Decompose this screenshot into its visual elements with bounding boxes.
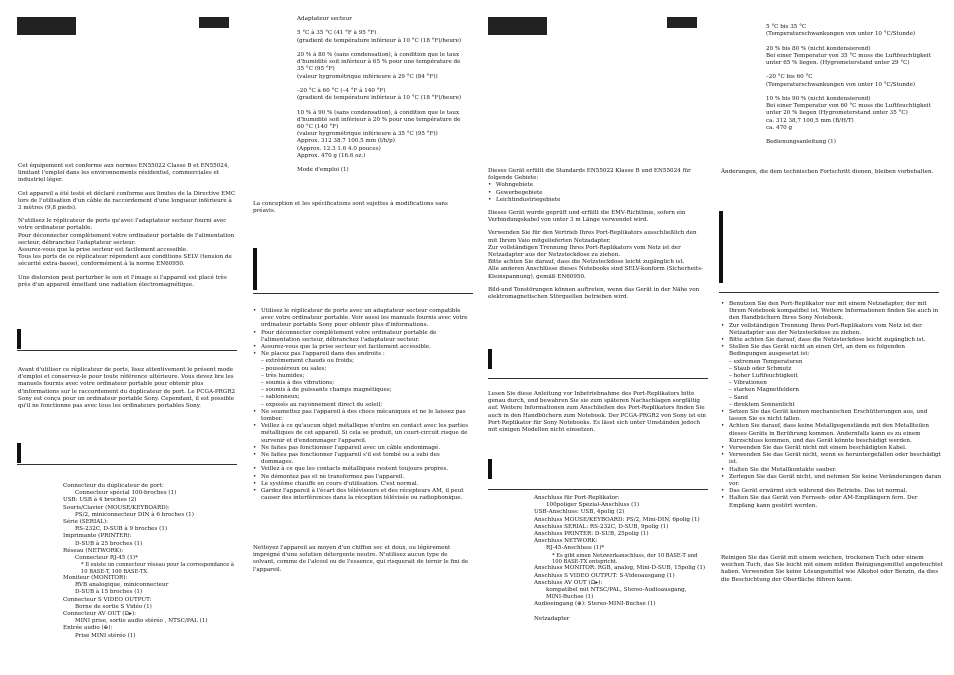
spec-line: Mode d'emploi (1) (297, 167, 349, 174)
bullet-item: • Verwenden Sie das Gerät nicht mit einem beschädigten Kabel. (721, 445, 943, 452)
spec-line: 35 °C (95 °F) (297, 66, 335, 73)
spec-line: MINI-Buchse (1) (546, 594, 594, 601)
sub-item: – Vibrationen (729, 380, 767, 387)
spec-line: unter 65 % liegen. (Hygrometerstand unter 29 °C) (766, 60, 910, 67)
spec-line: MINI prise, sortie audio stéréo , NTSC/PAL (1) (75, 618, 208, 625)
spec-line: D-SUB à 15 broches (1) (75, 589, 143, 596)
paragraph: Tous les ports de ce réplicateur répondent aux conditions SELV (tension de sécurité extra-basse), conformément à la norme EN60950. (18, 254, 232, 268)
spec-line: Entrée audio (⊕): (63, 625, 113, 632)
bullet-item: • Gardez l'appareil à l'écart des téléviseurs et des récepteurs AM, il peut causer des interférences dans la réception télévisée ou radiophonique. (253, 488, 473, 502)
spec-line: –20 °C bis 60 °C (766, 74, 813, 81)
sub-item: – soumis à de puissants champs magnétiques; (261, 387, 392, 394)
spec-line (766, 89, 946, 96)
spec-line: 20 % bis 80 % (nicht kondensierend) (766, 45, 871, 52)
paragraph: Zur vollständigen Trennung Ihres Port-Replikators vom Netz ist der Netzadapter aus der Netzsteckdose zu ziehen. (488, 244, 681, 259)
spec-line: Réseau (NETWORK): (63, 547, 124, 554)
bullet-item: • Zerlegen Sie das Gerät nicht, und nehmen Sie keine Veränderungen daran vor. (721, 474, 943, 488)
bullet-item: • Achten Sie darauf, dass keine Metallgegenstände mit den Metallteilen dieses Geräts in Berührung kommen. Andernfalls kann es zu einem Kurzschluss kommen, und das Gerät könnte beschädigt werden. (721, 423, 943, 445)
spec-line: Connecteur AV OUT (⊡▸): (63, 611, 137, 618)
col4-specs-cont (766, 24, 946, 146)
disclaimer-line: préavis. (253, 208, 276, 215)
spec-line: RS-232C, D-SUB à 9 broches (1) (75, 526, 168, 533)
spec-line: Netzadapter (534, 615, 570, 622)
spec-line: Anschluss MOUSE/KEYBOARD: PS/2, Mini-DIN, 6polig (1) (534, 516, 700, 523)
bullet-item: • Veillez à ce que les contacts métalliques restent toujours propres. (253, 466, 473, 473)
spec-line: Bei einer Temperatur von 35 °C muss die Luftfeuchtigkeit (766, 52, 931, 59)
bullet-item: • Ne placez pas l'appareil dans des endroits : – extrêmement chauds ou froids; – poussiéreux ou sales; – très humides; – soumis à des vibrations; – soumis à de puissants champs magnétiques; – sablonneux; – exposés au rayonnement direct du soleil; (253, 351, 473, 409)
bullet-item: • Stellen Sie das Gerät nicht an einen Ort, an dem es folgenden Bedingungen ausgesetzt ist: – extremen Temperaturen – Staub oder Schmutz – hoher Luftfeuchtigkeit – Vibrationen – starken Magnetfeldern – Sand – direktem Sonnenlicht (721, 344, 943, 409)
sub-item: – direktem Sonnenlicht (729, 401, 795, 408)
spec-footnote: * Es gibt einen Netzwerkanschluss, der 10 BASE-T und 100 BASE-TX entspricht. (552, 552, 698, 566)
spec-line: Imprimante (PRINTER): (63, 533, 132, 540)
spec-line: (Temperaturschwankungen von unter 10 °C/Stunde) (766, 81, 916, 88)
spec-line: Série (SERIAL): (63, 519, 109, 526)
spec-line: (valeur hygrométrique inférieure à 29 °C (84 °F)) (297, 73, 438, 80)
col2-precautions (253, 308, 473, 502)
spec-footnote: * Il existe un connecteur réseau pour la correspondance à 10 BASE-T, 100 BASE-TX. (81, 562, 235, 575)
sub-item: – soumis à des vibrations; (261, 380, 335, 387)
spec-line (766, 38, 946, 45)
spec-line: Souris/Clavier (MOUSE/KEYBOARD): (63, 504, 170, 511)
section-bar (719, 211, 723, 283)
col4-changes (721, 169, 941, 176)
paragraph: N'utilisez le réplicateur de ports qu'avec l'adaptateur secteur fourni avec votre ordinateur portable. (18, 218, 227, 232)
bullet-item: • Ne soumettez pas l'appareil à des chocs mécaniques et ne le laissez pas tomber. (253, 409, 473, 423)
paragraph: Nettoyez l'appareil au moyen d'un chiffon sec et doux, ou légèrement imprégné d'une solution détergente neutre. N'utilisez aucun type de solvant, comme de l'alcool ou de l'essence, qui risquerait de ternir le fini de l'appareil. (253, 545, 469, 573)
col3-compliance (488, 168, 706, 307)
spec-line: Anschluss PRINTER: D-SUB, 25polig (1) (534, 531, 649, 538)
spec-line (297, 45, 477, 52)
paragraph: Alle anderen Anschlüsse dieses Notebooks sind SELV-konform (Sicherheits-Kleinspannung), gemäß EN60950. (488, 266, 703, 280)
spec-line: Audioeingang (⊕): Stereo-MINI-Buchse (1) (534, 601, 656, 608)
spec-line: Anschluss NETWORK: (534, 538, 598, 545)
paragraph: Avant d'utiliser ce réplicateur de ports, lisez attentivement le présent mode d'emploi et conservez-le pour toute référence ultérieure. Vous devez lire les manuels fournis avec votre ordinateur portable pour obtenir plus d'informations sur le raccordement du duplicateur de port. Le PCGA-PRGR2 Sony est conçu pour un ordinateur portable Sony. Cependant, il est possible qu'il ne fonctionne pas avec tous les ordinateurs portables Sony. (18, 367, 236, 410)
spec-line: Anschluss S VIDEO OUTPUT: S-Videoausgang (1) (534, 572, 675, 579)
col1-intro (18, 367, 236, 416)
section-rule (17, 350, 237, 351)
bullet-item: • Benutzen Sie den Port-Replikator nur mit einem Netzadapter, der mit Ihrem Notebook kompatibel ist. Weitere Informationen finden Sie auch in den Handbüchern Ihres Sony Notebook. (721, 301, 943, 323)
spec-line: –20 °C à 60 °C (–4 °F à 140 °F) (297, 88, 386, 95)
spec-line: (valeur hygrométrique inférieure à 35 °C (95 °F)) (297, 131, 438, 138)
col2-specs-cont (297, 16, 477, 174)
section-rule (488, 378, 708, 379)
sub-item: – Sand (729, 394, 748, 401)
section-rule (719, 292, 939, 293)
spec-line: Bedienungsanleitung (1) (766, 139, 836, 146)
bullet-item: • Das Gerät erwärmt sich während des Betriebs. Das ist normal. (721, 488, 943, 495)
spec-line: 20 % à 80 % (sans condensation), à condition que le taux (297, 52, 460, 59)
section-bar (488, 459, 492, 479)
disclaimer-line: La conception et les spécifications sont sujettes à modifications sans (253, 201, 448, 207)
spec-line: 60 °C (140 °F) (297, 124, 339, 131)
bullet-item: • Assurez-vous que la prise secteur est facilement accessible. (253, 344, 473, 351)
bullet-item: • Pour déconnecter complètement votre ordinateur portable de l'alimentation secteur, débranchez l'adaptateur secteur. (253, 330, 473, 344)
spec-line: D-SUB à 25 broches (1) (75, 540, 143, 547)
spec-line: 100poliger Spezial-Anschluss (1) (546, 502, 640, 509)
col2-disclaimer (253, 201, 471, 215)
spec-line: d'humidité soit inférieur à 65 % pour une température de (297, 59, 461, 66)
col3-specs (534, 495, 709, 623)
section-bar (17, 443, 21, 463)
spec-line: USB: USB à 4 broches (2) (63, 497, 137, 504)
bullet-item: • Wohngebiete (488, 182, 706, 189)
bullet-item: • Halten Sie das Gerät von Fernseh- oder AM-Empfängern fern. Der Empfang kann gestört werden. (721, 495, 943, 509)
paragraph: Cet appareil a été testé et déclaré conforme aux limites de la Directive EMC lors de l'utilisation d'un câble de raccordement d'une longueur inférieure à 3 mètres (9,8 pieds). (18, 190, 236, 212)
spec-line: USB-Anschluss: USB, 4polig (2) (534, 509, 625, 516)
sub-item: – extrêmement chauds ou froids; (261, 358, 355, 365)
spec-line: Connecteur RJ-45 (1)* (75, 555, 138, 562)
spec-line: Adaptateur secteur (297, 16, 352, 22)
sub-item: – Staub oder Schmutz (729, 365, 792, 372)
spec-line: 5 °C bis 35 °C (766, 24, 807, 30)
spec-line: Approx. 312 38.7 100.5 mm (l/h/p) (297, 138, 395, 145)
spec-line: unter 20 % liegen (Hygrometerstand unter 35 °C) (766, 110, 908, 117)
col1-specs (63, 483, 243, 640)
spec-line: ca. 312 38,7 100,5 mm (B/H/T) (766, 117, 854, 124)
spec-line: kompatibel mit NTSC/PAL, Stereo-Audioausgang, (546, 587, 687, 594)
bullet-item: • Setzen Sie das Gerät keinen mechanischen Erschütterungen aus, und lassen Sie es nicht fallen. (721, 409, 943, 423)
col4-precautions (721, 301, 943, 510)
bullet-item: • Verwenden Sie das Gerät nicht, wenn es heruntergefallen oder beschädigt ist. (721, 452, 943, 466)
spec-line: Connecteur S VIDEO OUTPUT: (63, 596, 152, 603)
col4-cleaning (721, 555, 943, 590)
spec-line: RJ-45-Anschluss (1)* (546, 545, 605, 552)
paragraph: Dieses Gerät wurde geprüft und erfüllt die EMV-Richtlinie, sofern ein Verbindungskabel von unter 3 m Länge verwendet wird. (488, 210, 686, 224)
spec-line: (Approx. 12.3 1.6 4.0 pouces) (297, 145, 381, 152)
bullet-item: • Ne faites pas fonctionner l'appareil s'il est tombé ou a subi des dommages. (253, 452, 473, 466)
paragraph: Bild-und Tonstörungen können auftreten, wenn das Gerät in der Nähe von elektromagnetischen Störquellen betrieben wird. (488, 286, 700, 301)
spec-line: ca. 470 g (766, 124, 793, 131)
col2-cleaning (253, 545, 471, 580)
bullet-item: • Ne démontez pas et ne transformez pas l'appareil. (253, 474, 473, 481)
sub-item: – hoher Luftfeuchtigkeit (729, 373, 798, 380)
section-rule (488, 489, 708, 490)
spec-line (766, 67, 946, 74)
sub-item: – exposés au rayonnement direct du soleil; (261, 401, 383, 408)
header-block-right (488, 17, 547, 35)
sub-item: – extremen Temperaturen (729, 358, 803, 365)
spec-line: Bei einer Temperatur von 60 °C muss die Luftfeuchtigkeit (766, 103, 931, 110)
paragraph: Reinigen Sie das Gerät mit einem weichen, trockenen Tuch oder einem weichen Tuch, das Sie leicht mit einem milden Reinigungsmittel angefeuchtet haben. Verwenden Sie keine Lösungsmittel wie Alkohol oder Benzin, da dies die Beschichtung der Oberfläche führen kann. (721, 555, 943, 583)
spec-line: Anschluss MONITOR: RGB, analog, Mini-D-SUB, 15polig (1) (534, 565, 706, 572)
paragraph: Assurez-vous que la prise secteur est facilement accessible. (18, 247, 188, 254)
section-bar (17, 329, 21, 349)
spec-line: 5 °C à 35 °C (41 °F à 95 °F) (297, 30, 377, 37)
sub-item: – poussiéreux ou sales; (261, 365, 327, 372)
bullet-item: • Le système chauffe en cours d'utilisation. C'est normal. (253, 481, 473, 488)
header-tab-left (199, 17, 229, 28)
spec-line: Anschluss SERIAL: RS-232C, D-SUB, 9polig (1) (534, 523, 669, 530)
bullet-item: • Bitte achten Sie darauf, dass die Netzsteckdose leicht zugänglich ist. (721, 337, 943, 344)
section-rule (17, 464, 237, 465)
bullet-item: • Veillez à ce qu'aucun objet métallique n'entre en contact avec les parties métalliques de cet appareil. Si cela se produit, un court-circuit risque de survenir et d'endommager l'appareil. (253, 423, 473, 445)
bullet-item: • Ne faites pas fonctionner l'appareil avec un câble endommagé. (253, 445, 473, 452)
spec-line: Moniteur (MONITOR): (63, 575, 128, 582)
spec-line: Anschluss AV OUT (⊡▸): (534, 579, 603, 586)
paragraph: Dieses Gerät erfüllt die Standards EN55022 Klasse B und EN55024 für folgende Gebiete: (488, 168, 691, 182)
paragraph: Lesen Sie diese Anleitung vor Inbetriebnahme des Port-Replikators bitte genau durch, und bewahren Sie sie zum späteren Nachschlagen sorgfältig auf. Weitere Informationen zum Anschließen des Port-Replikators finden Sie auch in den Handbüchern zum Notebook. Der PCGA-PRGR2 von Sony ist ein Port-Replikator für Sony Notebooks. Es lässt sich unter Umständen jedoch mit einigen Modellen nicht einsetzen. (488, 391, 707, 434)
paragraph: Cet équipement est conforme aux normes EN55022 Classe B et EN55024, limitant l'emploi dans les environnements résidentiel, commerciales et industriel léger. (18, 163, 230, 184)
spec-line: Prise MINI stéréo (1) (75, 632, 136, 639)
section-rule (253, 293, 473, 294)
bullet-item: • Leichtindustriegebiete (488, 197, 706, 204)
spec-line: 10 % à 90 % (sans condensation), à condition que le taux (297, 109, 460, 116)
spec-line (297, 81, 477, 88)
bullet-item: • Gewerbegebiete (488, 190, 706, 197)
sub-item: – starken Magnetfeldern (729, 387, 799, 394)
paragraph: Une distorsion peut perturber le son et l'image si l'appareil est placé très près d'un appareil émettant une radiation électromagnétique. (18, 274, 227, 288)
bullet-item: • Halten Sie die Metallkontakte sauber. (721, 467, 943, 474)
spec-line: (gradient de température inférieur à 10 °C (18 °F)/heure) (297, 95, 462, 102)
spec-line: Approx. 470 g (16.6 oz.) (297, 152, 366, 159)
section-bar (488, 349, 492, 369)
spec-line: Connecteur du duplicateur de port: (63, 483, 164, 489)
section-bar (253, 248, 257, 290)
spec-line: RVB analogique, miniconnecteur (75, 582, 169, 589)
paragraph: Änderungen, die dem technischen Fortschritt dienen, bleiben vorbehalten. (721, 169, 934, 175)
bullet-item: • Utilisez le réplicateur de ports avec un adaptateur secteur compatible avec votre ordinateur portable. Voir aussi les manuels fournis avec votre ordinateur portable Sony pour obtenir plus d'informations. (253, 308, 473, 330)
spec-line: Anschluss für Port-Replikator: (534, 495, 620, 501)
paragraph: Pour déconnecter complètement votre ordinateur portable de l'alimentation secteur, débranchez l'adaptateur secteur. (18, 232, 235, 246)
header-block-left (17, 17, 76, 35)
spec-line (297, 102, 477, 109)
spec-line (534, 609, 709, 616)
spec-line: PS/2, miniconnecteur DIN à 6 broches (1) (75, 511, 194, 518)
col1-compliance (18, 163, 236, 295)
sub-item: – très humides; (261, 372, 305, 379)
header-tab-right (667, 17, 697, 28)
spec-line: 10 % bis 90 % (nicht kondensierend) (766, 96, 871, 103)
spec-line: Borne de sortie S Vidéo (1) (75, 603, 152, 610)
sub-item: – sablonneux; (261, 394, 300, 401)
col3-intro (488, 391, 706, 440)
spec-line: Connecteur spécial 100-broches (1) (75, 490, 177, 497)
spec-line: (gradient de température inférieur à 10 °C (18 °F)/heure) (297, 37, 462, 44)
spec-line: (Temperaturschwankungen von unter 10 °C/Stunde) (766, 31, 916, 38)
spec-line: d'humidité soit inférieur à 20 % pour une température de (297, 116, 461, 123)
paragraph: Verwenden Sie für den Vertrieb Ihres Port-Replikators ausschließlich den mit Ihrem Vaio mitgelieferten Netzadapter. (488, 230, 697, 244)
bullet-item: • Zur vollständigen Trennung Ihres Port-Replikators vom Netz ist der Netzadapter aus der Netzsteckdose zu ziehen. (721, 323, 943, 337)
paragraph: Bitte achten Sie darauf, dass die Netzsteckdose leicht zugänglich ist. (488, 259, 685, 266)
